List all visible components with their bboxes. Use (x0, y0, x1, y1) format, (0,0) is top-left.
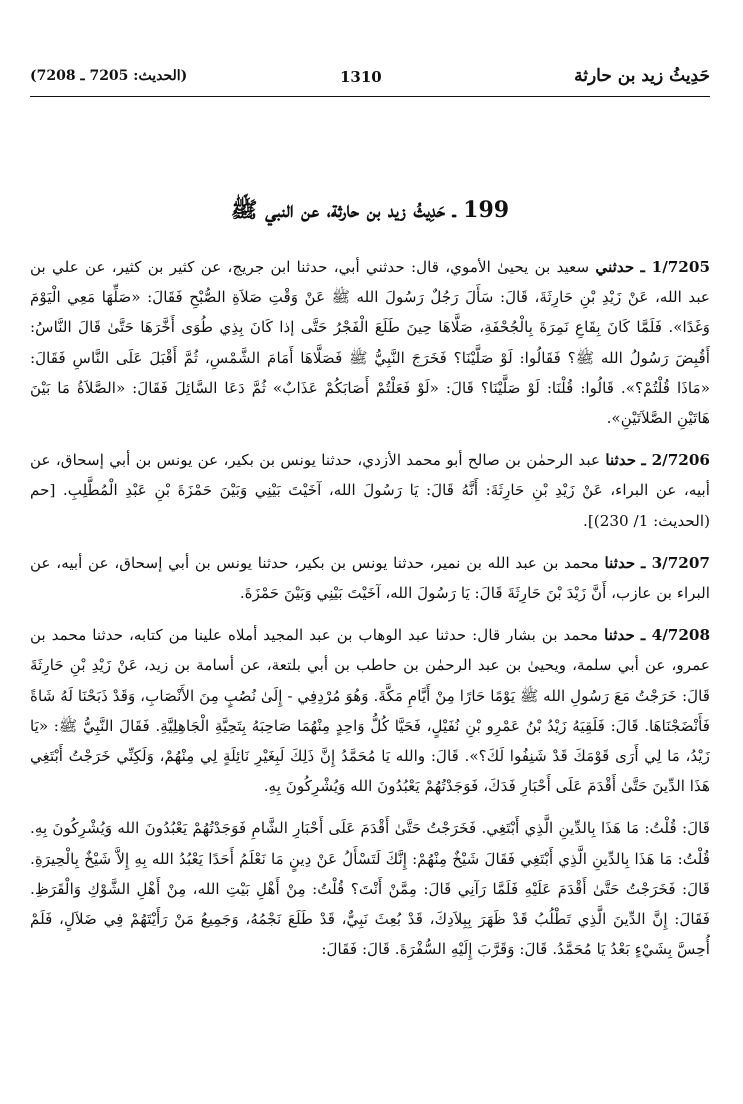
hadith-number: 3/7207 ـ (641, 553, 710, 572)
hadith-lead: حدثني (595, 258, 635, 276)
header-divider (30, 96, 710, 97)
hadith-lead: حدثنا (604, 626, 635, 645)
hadith-continuation: قَالَ: قُلْتُ: مَا هَذَا بِالدِّينِ الَّذِي أَبْتَغِي. فَخَرَجْتُ حَتَّىٰ أَقْدَمَ عَلَى أَحْبَارِ الشَّامِ فَوَجَدْتُهُمْ يَعْبُدُونَ الله وَيُشْرِكُونَ بِهِ. قُلْتُ: مَا هَذَا بِالدِّينِ الَّذِي أَبْتَغِي فَقَالَ شَيْخٌ مِنْهُمْ: إِنَّكَ لَتَسْأَلُ عَنْ دِينٍ مَا نَعْلَمُ أَحَدًا يَعْبُدُ الله بِهِ إِلاَّ شَيْخٌ بِالْحِيرَةِ. قَالَ: فَخَرَجْتُ حَتَّىٰ أَقْدَمَ عَلَيْهِ فَلَمَّا رَآنِي قَالَ: مِمَّنْ أَنْتَ؟ قُلْتُ: مِنْ أَهْلِ بَيْتِ الله، مِنْ أَهْلِ الشَّوْكِ وَالْقَرَظِ. فَقَالَ: إِنَّ الدِّينَ الَّذِي تَطْلُبُ قَدْ ظَهَرَ بِبِلاَدِكَ، قَدْ بُعِثَ نَبِيٌّ، قَدْ طَلَعَ نَجْمُهُ، وَجَمِيعُ مَنْ رَأَيْتَهُمْ فِي ضَلاَلٍ، فَلَمْ أُحِسَّ بِشَيْءٍ بَعْدُ يَا مُحَمَّدُ. قَالَ: وَقَرَّبَ إِلَيْهِ السُّفْرَةَ. قَالَ: فَقَالَ: (30, 819, 710, 959)
hadith-lead: حدثنا (605, 451, 637, 470)
hadith-7208 (30, 620, 710, 801)
hadith-text: محمد بن بشار قال: حدثنا عبد الوهاب بن عبد المجيد أملاه علينا من كتابه، حدثنا محمد بن عمرو، عن أبي سلمة، ويحيىٰ بن عبد الرحمٰن بن حاطب بن أبي بلتعة، عن أسامة بن زيد، عَنْ زَيْدِ بْنِ حَارِثَةَ قَالَ: خَرَجْتُ مَعَ رَسُولِ الله ﷺ يَوْمًا حَارًا مِنْ أَيَّامِ مَكَّةَ. وَهُوَ مُرْدِفِي - إِلَىٰ نُصُبٍ مِنَ الأَنْصَابِ، وَقَدْ ذَبَحْنَا لَهُ شَاةً فَأَنْضَجْنَاهَا. قَالَ: فَلَقِيَهُ زَيْدُ بْنُ عَمْرِو بْنِ نُفَيْلٍ، فَحَيَّا كُلُّ وَاحِدٍ مِنْهُمَا صَاحِبَهُ بِتَحِيَّةِ الْجَاهِلِيَّةِ. فَقَالَ النَّبِيُّ ﷺ: «يَا زَيْدُ، مَا لِي أَرَى قَوْمَكَ قَدْ شَنِفُوا لَكَ؟». قَالَ: والله يَا مُحَمَّدُ إِنَّ ذَلِكَ لَبِغَيْرِ نَائِلَةٍ لِي مِنْهُمْ، وَلَكِنِّي خَرَجْتُ أَبْتَغِي هَذَا الدِّينَ حَتَّىٰ أَقْدَمَ عَلَى أَحْبَارِ فَدَكَ، فَوَجَدْتُهُمْ يَعْبُدُونَ الله وَيُشْرِكُونَ بِهِ. (30, 626, 710, 796)
hadith-number: 1/7205 ـ (640, 258, 711, 276)
hadith-number: 4/7208 ـ (640, 626, 711, 645)
hadith-7206 (30, 445, 710, 536)
running-header (30, 62, 710, 94)
hadith-lead: حدثنا (604, 553, 636, 572)
hadith-7207 (30, 548, 710, 608)
hadith-text: عبد الرحمٰن بن صالح أبو محمد الأزدي، حدثنا يونس بن بكير، عن يونس بن أبي إسحاق، عن أبيه، عن البراء، عَنْ زَيْدِ بْنِ حَارِثَةَ: أَنَّهُ قَالَ: يَا رَسُولَ الله، آخَيْتَ بَيْنِي وَبَيْنَ حَمْزَةَ بْنِ عَبْدِ الْمُطَّلِبِ. [حم (الحديث: 1/ 230)]. (30, 451, 710, 530)
chapter-title: 199 ـ حَدِيثُ زيد بن حارثة، عن النبي ﷺ (230, 197, 510, 223)
page-body (30, 252, 710, 964)
hadith-7205 (30, 252, 710, 433)
hadith-text: محمد بن عبد الله بن نمير، حدثنا يونس بن بكير، حدثنا يونس بن أبي إسحاق، عن أبيه، عن البراء بن عازب، أَنَّ زَيْدَ بْنَ حَارِثَةَ قَالَ: يَا رَسُولَ الله، آخَيْتَ بَيْنِي وَبَيْنَ حَمْزَةَ. (30, 553, 710, 603)
page-number: 1310 (340, 68, 382, 86)
hadith-text: سعيد بن يحيىٰ الأموي، قال: حدثني أبي، حدثنا ابن جريج، عن كثير بن كثير، عن علي بن عبد الله، عَنْ زَيْدِ بْنِ حَارِثَةَ، قَالَ: سَأَلَ رَجُلٌ رَسُولَ الله ﷺ عَنْ وَقْتِ صَلاَةِ الصُّبْحِ فَقَالَ: «صَلِّهَا مَعِي الْيَوْمَ وَغَدًا». فَلَمَّا كَانَ بِقَاعِ نَمِرَةَ بِالْجُحْفَةِ، صَلَّاهَا حِينَ طَلَعَ الْفَجْرُ حَتَّى إذا كَانَ بِذِي طُوَى أَخَّرَهَا حَتَّىٰ قَالَ النَّاسُ: أَقُبِضَ رَسُولُ الله ﷺ؟ فَقَالُوا: لَوْ صَلَّيْنَا؟ فَخَرَجَ النَّبِيُّ ﷺ فَصَلَّاهَا أَمَامَ الشَّمْسِ، ثُمَّ أَقْبَلَ عَلَى النَّاسِ فَقَالَ: «مَاذَا قُلْتُمْ؟». قَالُوا: قُلْنَا: لَوْ صَلَّيْنَا؟ قَالَ: «لَوْ فَعَلْتُمْ أَصَابَكُمْ عَذَابٌ» ثُمَّ دَعَا السَّائِلَ فَقَالَ: «الصَّلاَةُ مَا بَيْنَ هَاتَيْنِ الصَّلاَتَيْنِ». (30, 258, 710, 428)
header-title: حَدِيثُ زيد بن حارثة (574, 66, 710, 86)
hadith-number: 2/7206 ـ (641, 451, 710, 470)
header-hadith-range: (الحديث: 7205 ـ 7208) (30, 68, 188, 84)
